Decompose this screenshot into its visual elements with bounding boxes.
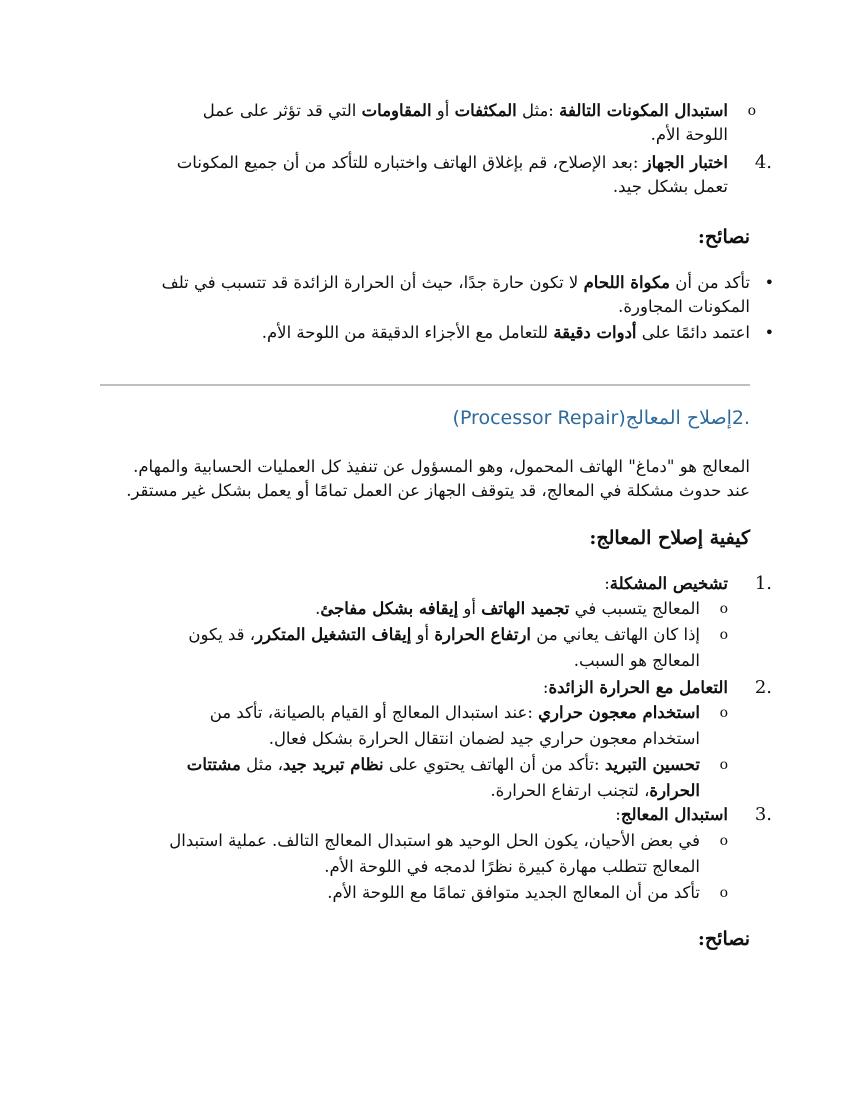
sub-item-freeze-phone: المعالج يتسبب في تجميد الهاتف أو إيقافه بشكل مفاجئ. [315,599,700,618]
list-item-test-device: اختبار الجهاز :بعد الإصلاح، قم بإغلاق الهاتف واختباره للتأكد من أن جميع المكونات [176,153,728,172]
sub-item-thermal-paste-line2: استخدام معجون حراري جيد لضمان انتقال الحرارة بشكل فعال. [268,729,700,748]
sub-item-replace-components-line2: اللوحة الأم. [650,125,728,144]
sub-item-thermal-paste: استخدام معجون حراري :عند استبدال المعالج أو القيام بالصيانة، تأكد من [209,703,700,722]
intro-paragraph-line1: المعالج هو "دماغ" الهاتف المحمول، وهو المسؤول عن تنفيذ كل العمليات الحسابية والمهام. [133,457,750,476]
tip-precision-tools: اعتمد دائمًا على أدوات دقيقة للتعامل مع الأجزاء الدقيقة من اللوحة الأم. [261,323,750,342]
step-diagnose-problem: تشخيص المشكلة: [604,574,728,593]
tips-heading-2: نصائح: [697,928,750,950]
sub-item-overheating: إذا كان الهاتف يعاني من ارتفاع الحرارة أو إيقاف التشغيل المتكرر، قد يكون [188,625,700,644]
sub-item-replace-damaged: في بعض الأحيان، يكون الحل الوحيد هو استبدال المعالج التالف. عملية استبدال [169,831,700,850]
sub-item-compatibility: تأكد من أن المعالج الجديد متوافق تمامًا مع اللوحة الأم. [327,883,700,902]
step-handle-excess-heat: التعامل مع الحرارة الزائدة: [542,678,728,697]
section-title-processor-repair: .2إصلاح المعالج(Processor Repair) [452,407,750,429]
sub-item-replace-damaged-line2: المعالج تتطلب مهارة كبيرة نظرًا لدمجه في اللوحة الأم. [324,857,700,876]
sub-item-improve-cooling: تحسين التبريد :تأكد من أن الهاتف يحتوي على نظام تبريد جيد، مثل مشتتات [186,755,700,774]
list-number-3: 3. [754,804,772,825]
tips-heading: نصائح: [697,226,750,248]
step-replace-processor: استبدال المعالج: [615,805,728,824]
sub-bullet-marker: o [719,833,728,849]
sub-item-overheating-line2: المعالج هو السبب. [573,651,700,670]
intro-paragraph-line2: عند حدوث مشكلة في المعالج، قد يتوقف الجهاز عن العمل تمامًا أو يعمل بشكل غير مستقر. [126,481,750,500]
section-divider [100,384,750,386]
bullet-marker: • [764,323,774,342]
sub-bullet-marker: o [719,601,728,617]
sub-item-improve-cooling-line2: الحرارة، لتجنب ارتفاع الحرارة. [490,781,700,800]
tip-soldering-iron: تأكد من أن مكواة اللحام لا تكون حارة جدًا، حيث أن الحرارة الزائدة قد تتسبب في تلف [161,273,750,292]
bullet-marker: • [764,273,774,292]
sub-bullet-marker: o [719,885,728,901]
list-number-4: 4. [754,152,772,173]
sub-bullet-marker: o [719,627,728,643]
how-to-heading: كيفية إصلاح المعالج: [589,527,750,549]
sub-bullet-marker: o [747,103,756,119]
list-item-test-device-line2: تعمل بشكل جيد. [612,177,728,196]
list-number-2: 2. [754,677,772,698]
tip-soldering-iron-line2: المكونات المجاورة. [618,297,750,316]
list-number-1: 1. [754,573,772,594]
sub-item-replace-components: استبدال المكونات التالفة :مثل المكثفات أو المقاومات التي قد تؤثر على عمل [202,101,728,120]
sub-bullet-marker: o [719,705,728,721]
sub-bullet-marker: o [719,757,728,773]
